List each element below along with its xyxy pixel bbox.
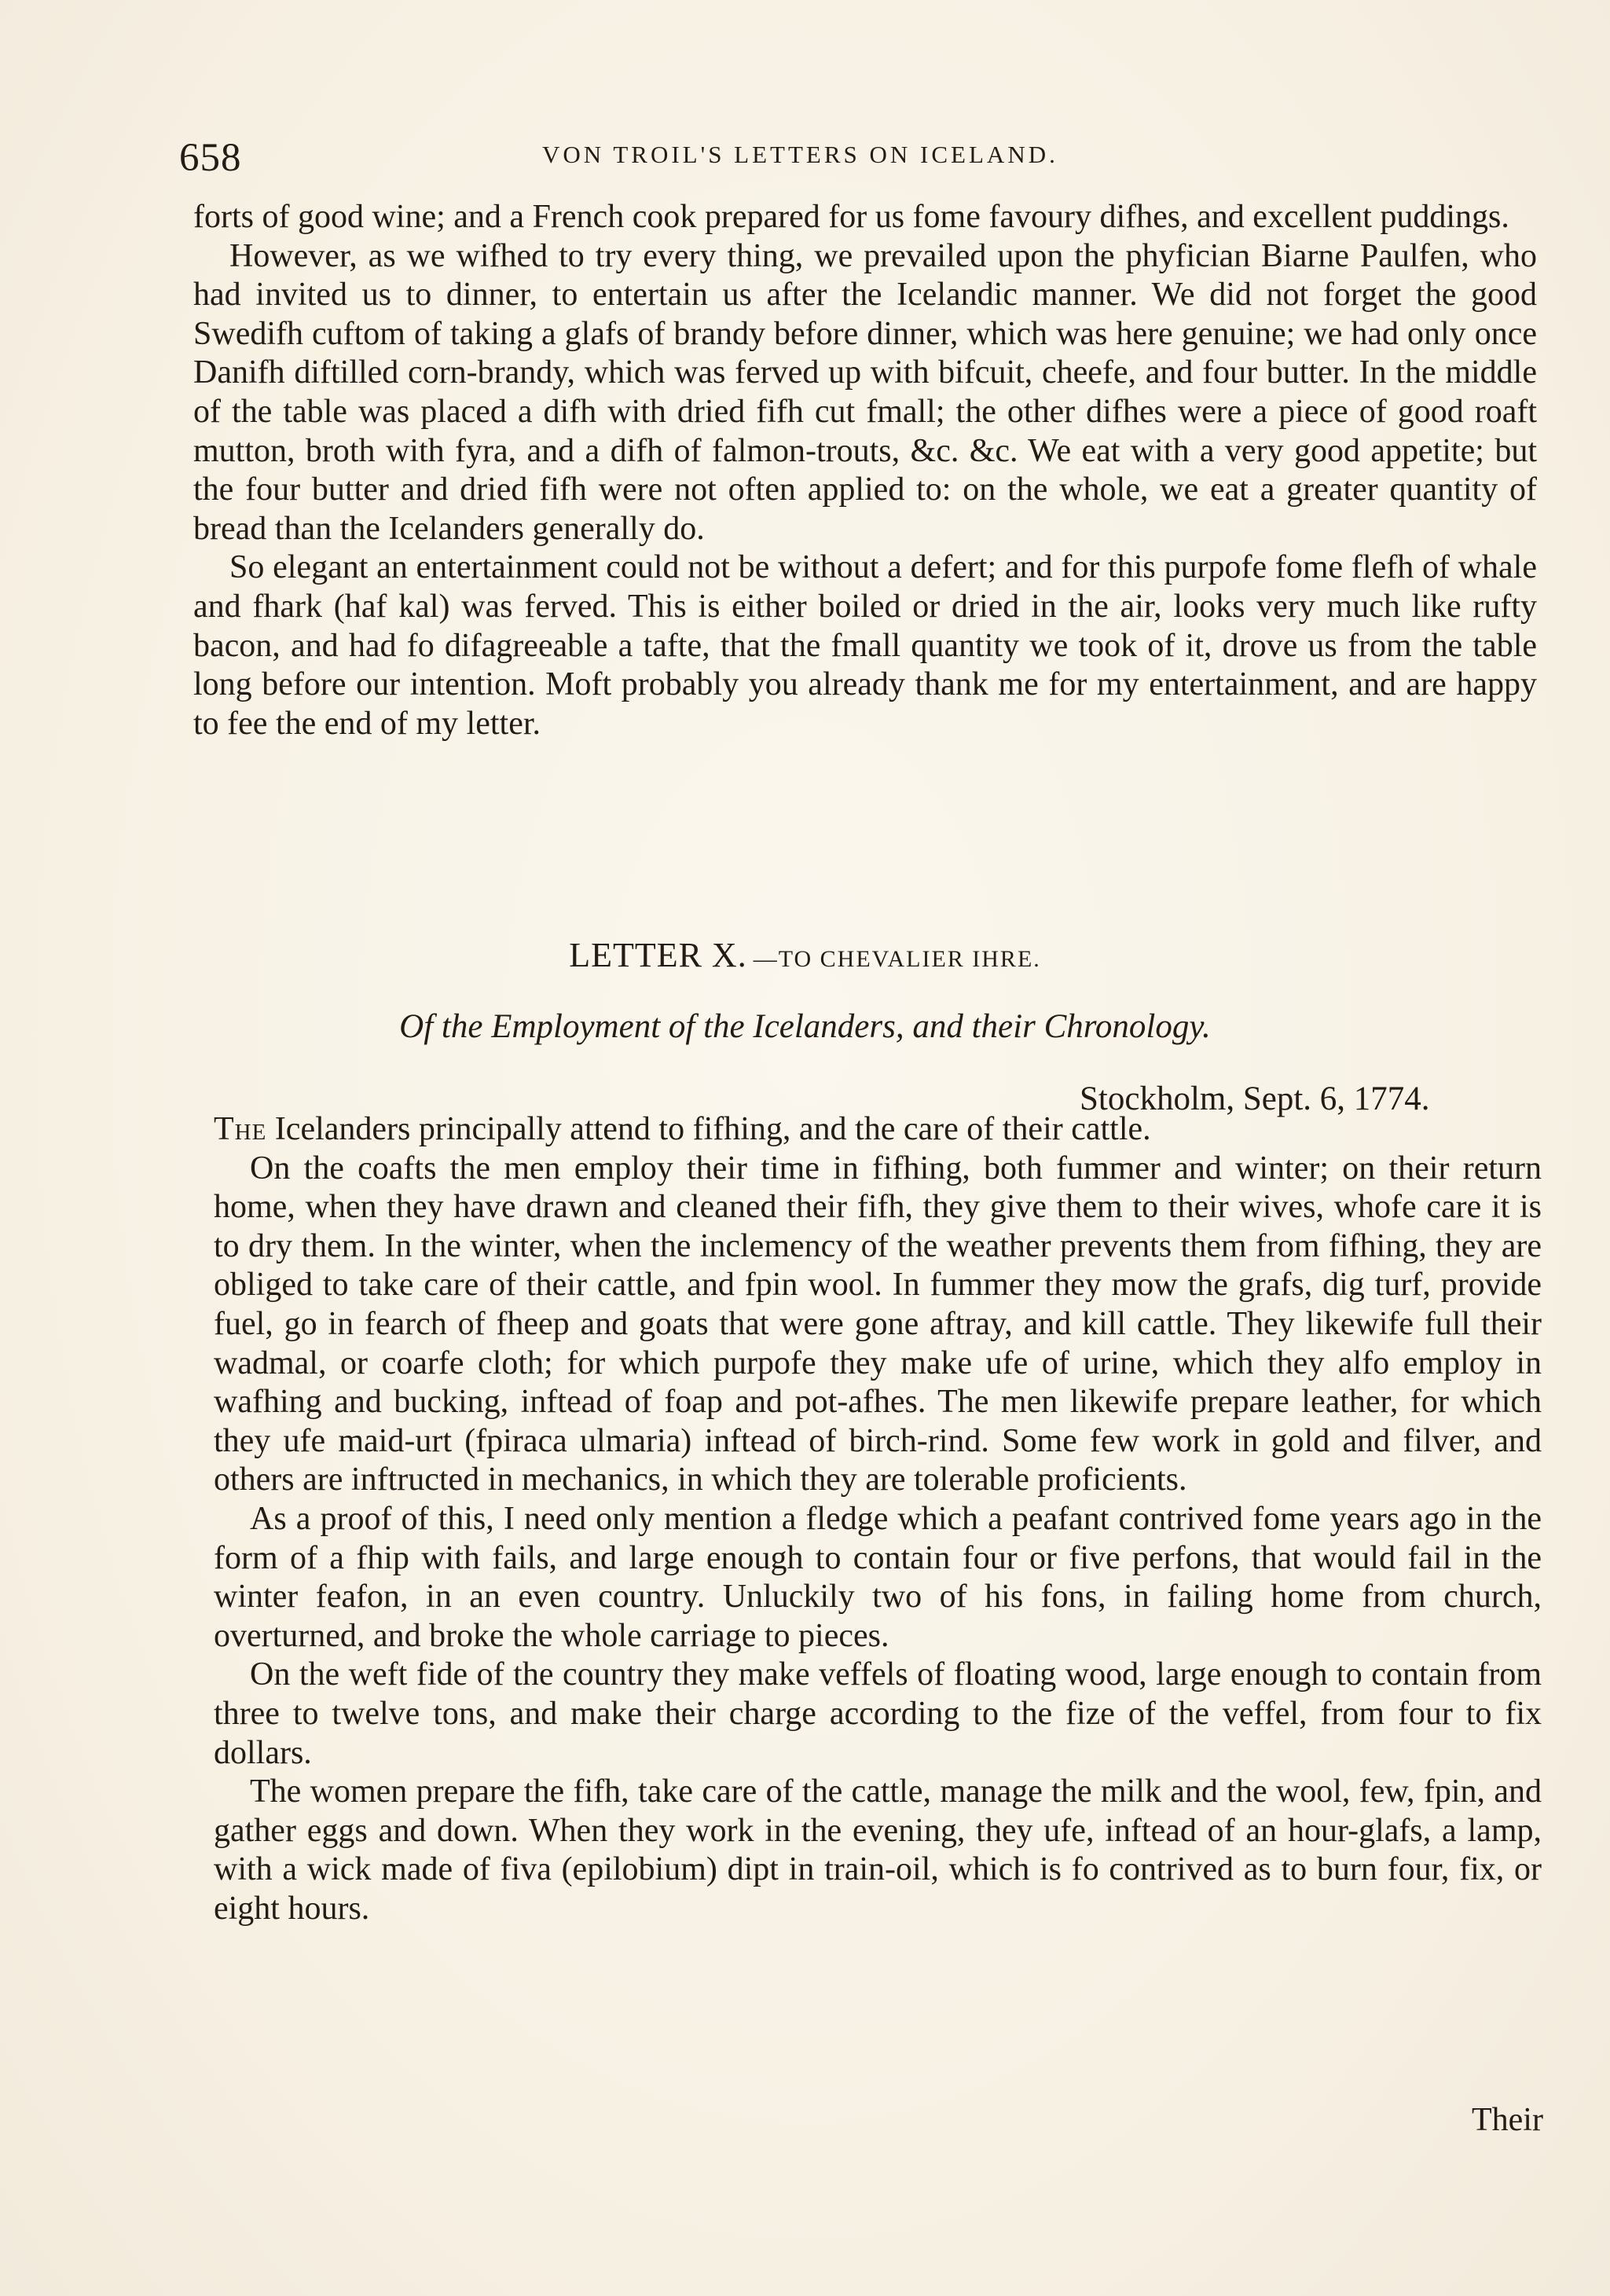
- paragraph: However, as we wifhed to try every thing, we prevailed upon the phyfician Biarne Paulfen, who had invited us to dinner, to entertain us after the Icelandic manner. We did not forget the good Swedifh cuftom of taking a glafs of brandy before dinner, which was here genuine; we had only once Danifh diftilled corn-brandy, which was ferved up with bifcuit, cheefe, and four butter. In the middle of the table was placed a difh with dried fifh cut fmall; the other difhes were a piece of good roaft mutton, broth with fyra, and a difh of falmon-trouts, &c. &c. We eat with a very good appetite; but the four butter and dried fifh were not often applied to: on the whole, we eat a greater quantity of bread than the Icelanders generally do.: [193, 237, 1537, 547]
- letter-heading: [0, 935, 1610, 975]
- opening-text: Icelanders principally attend to fifhing, and the care of their cattle.: [266, 1111, 1151, 1147]
- paragraph: On the weft fide of the country they make veffels of floating wood, large enough to contain from three to twelve tons, and make their charge according to the fize of the veffel, from four to fix dollars.: [214, 1656, 1542, 1771]
- paragraph: As a proof of this, I need only mention a fledge which a peafant contrived fome years ago in the form of a fhip with fails, and large enough to contain four or five perfons, that would fail in the winter feafon, in an even country. Unluckily two of his fons, in failing home from church, overturned, and broke the whole carriage to pieces.: [214, 1500, 1542, 1654]
- paragraph: On the coafts the men employ their time in fifhing, both fummer and winter; on their return home, when they have drawn and cleaned their fifh, they give them to their wives, whofe care it is to dry them. In the winter, when the inclemency of the weather prevents them from fifhing, they are obliged to take care of their cattle, and fpin wool. In fummer they mow the grafs, dig turf, provide fuel, go in fearch of fheep and goats that were gone aftray, and kill cattle. They likewife full their wadmal, or coarfe cloth; for which purpofe they make ufe of urine, which they alfo employ in wafhing and bucking, inftead of foap and pot-afhes. The men likewife prepare leather, for which they ufe maid-urt (fpiraca ulmaria) inftead of birch-rind. Some few work in gold and filver, and others are inftructed in mechanics, in which they are tolerable proficients.: [214, 1150, 1542, 1498]
- opening-word: The: [214, 1111, 267, 1147]
- catchword: Their: [1472, 2102, 1543, 2138]
- paragraph: So elegant an entertainment could not be without a defert; and for this purpofe fome flefh of whale and fhark (haf kal) was ferved. This is either boiled or dried in the air, looks very much like rufty bacon, and had fo difagreeable a tafte, that the fmall quantity we took of it, drove us from the table long before our intention. Moft probably you already thank me for my entertainment, and are happy to fee the end of my letter.: [193, 549, 1537, 742]
- letter-body: [214, 1110, 1542, 1928]
- letter-number: LETTER X.: [569, 936, 747, 974]
- letter-subtitle: Of the Employment of the Icelanders, and their Chronology.: [399, 1008, 1211, 1045]
- letter-dateline: Stockholm, Sept. 6, 1774.: [1080, 1080, 1430, 1117]
- page-number: 658: [179, 136, 242, 180]
- opening-paragraph: [214, 1110, 1542, 1150]
- paragraph: forts of good wine; and a French cook prepared for us fome favoury difhes, and excellent puddings.: [193, 199, 1509, 235]
- letter-recipient: —TO CHEVALIER IHRE.: [753, 946, 1041, 972]
- paragraph: The women prepare the fifh, take care of the cattle, manage the milk and the wool, few, fpin, and gather eggs and down. When they work in the evening, they ufe, inftead of an hour-glafs, a lamp, with a wick made of fiva (epilobium) dipt in train-oil, which is fo contrived as to burn four, fix, or eight hours.: [214, 1773, 1542, 1927]
- page-header: [179, 135, 1546, 190]
- previous-letter-ending: [193, 198, 1537, 743]
- running-title: VON TROIL'S LETTERS ON ICELAND.: [542, 141, 1058, 168]
